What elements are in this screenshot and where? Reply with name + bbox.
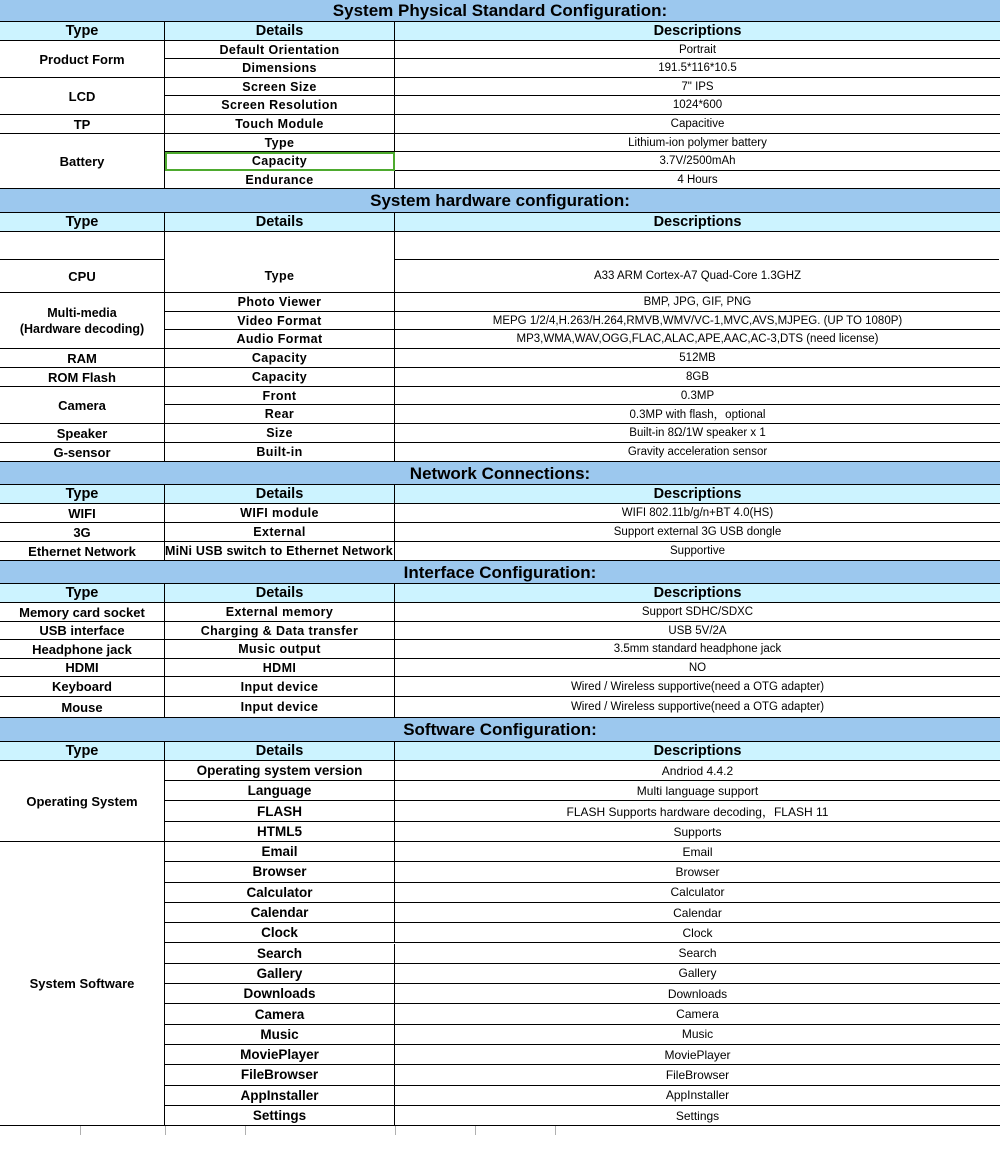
detail-app-name: Calendar [165, 903, 395, 923]
detail-hdmi: HDMI [165, 659, 395, 677]
header-details: Details [165, 213, 395, 232]
header-details: Details [165, 485, 395, 504]
table-row [0, 134, 1000, 152]
table-row [0, 59, 1000, 78]
detail-app-name: Calculator [165, 883, 395, 903]
table-row-empty [0, 232, 1000, 260]
header-details: Details [165, 22, 395, 41]
table-header [0, 584, 1000, 603]
detail-app-name: Gallery [165, 964, 395, 984]
table-row [0, 1106, 1000, 1126]
desc-app: Music [395, 1025, 1000, 1045]
header-details: Details [165, 584, 395, 603]
table-row [0, 424, 1000, 443]
table-row [0, 152, 1000, 171]
desc-app: Email [395, 842, 1000, 862]
header-details: Details [165, 742, 395, 761]
grid-tick [395, 1126, 396, 1135]
table-row [0, 293, 1000, 312]
table-row [0, 523, 1000, 542]
desc-app: Search [395, 944, 1000, 964]
table-row [0, 677, 1000, 697]
detail-app-name: Browser [165, 862, 395, 882]
table-row [0, 984, 1000, 1004]
table-row [0, 1045, 1000, 1065]
row-type-memory-card: Memory card socket [0, 603, 165, 622]
row-type-operating-system: Operating System [0, 761, 165, 842]
section-title-hardware: System hardware configuration: [0, 189, 1000, 213]
row-type-battery: Battery [0, 134, 165, 189]
desc-rear: 0.3MP with flash，optional [395, 405, 1000, 424]
desc-mouse: Wired / Wireless supportive(need a OTG adapter) [395, 697, 1000, 718]
detail-music-output: Music output [165, 640, 395, 659]
table-row [0, 659, 1000, 677]
header-type: Type [0, 742, 165, 761]
desc-memory: Support SDHC/SDXC [395, 603, 1000, 622]
multimedia-label: Multi-media [47, 305, 117, 320]
table-row [0, 761, 1000, 781]
grid-tick [245, 1126, 246, 1135]
table-row [0, 603, 1000, 622]
detail-flash: FLASH [165, 801, 395, 822]
desc-app: Settings [395, 1106, 1000, 1126]
detail-screen-resolution: Screen Resolution [165, 96, 395, 115]
desc-orientation: Portrait [395, 41, 1000, 59]
desc-app: MoviePlayer [395, 1045, 1000, 1065]
table-row [0, 330, 1000, 349]
empty-cell [394, 232, 999, 260]
detail-ethernet: MiNi USB switch to Ethernet Network [165, 542, 395, 561]
header-descriptions: Descriptions [395, 742, 1000, 761]
desc-ethernet: Supportive [395, 542, 1000, 561]
desc-speaker: Built-in 8Ω/1W speaker x 1 [395, 424, 1000, 443]
desc-screen-size: 7" IPS [395, 78, 1000, 96]
detail-input-device: Input device [165, 677, 395, 697]
desc-app: Browser [395, 862, 1000, 882]
desc-cpu: A33 ARM Cortex-A7 Quad-Core 1.3GHZ [395, 260, 1000, 293]
grid-tick [555, 1126, 556, 1135]
detail-external-memory: External memory [165, 603, 395, 622]
detail-touch-module: Touch Module [165, 115, 395, 134]
detail-app-name: Downloads [165, 984, 395, 1004]
desc-capacity: 3.7V/2500mAh [395, 152, 1000, 171]
desc-app: AppInstaller [395, 1086, 1000, 1106]
table-row [0, 312, 1000, 330]
table-row [0, 349, 1000, 368]
row-type-system-software: System Software [0, 842, 165, 1126]
desc-app: Camera [395, 1004, 1000, 1024]
table-row [0, 883, 1000, 903]
row-type-mouse: Mouse [0, 697, 165, 718]
table-row [0, 862, 1000, 882]
table-row [0, 1086, 1000, 1106]
table-row [0, 781, 1000, 801]
detail-os-version: Operating system version [165, 761, 395, 781]
table-row [0, 78, 1000, 96]
detail-battery-type: Type [165, 134, 395, 152]
table-row [0, 41, 1000, 59]
table-row [0, 944, 1000, 964]
detail-wifi-module: WIFI module [165, 504, 395, 523]
desc-app: Gallery [395, 964, 1000, 984]
row-type-product-form: Product Form [0, 41, 165, 78]
detail-front: Front [165, 387, 395, 405]
row-type-usb: USB interface [0, 622, 165, 640]
row-type-speaker: Speaker [0, 424, 165, 443]
detail-photo-viewer: Photo Viewer [165, 293, 395, 312]
header-descriptions: Descriptions [395, 213, 1000, 232]
detail-language: Language [165, 781, 395, 801]
desc-app: Calendar [395, 903, 1000, 923]
desc-3g: Support external 3G USB dongle [395, 523, 1000, 542]
table-row [0, 903, 1000, 923]
desc-photo-viewer: BMP, JPG, GIF, PNG [395, 293, 1000, 312]
detail-rear: Rear [165, 405, 395, 424]
row-type-ram: RAM [0, 349, 165, 368]
desc-rom: 8GB [395, 368, 1000, 387]
header-descriptions: Descriptions [395, 584, 1000, 603]
desc-ram: 512MB [395, 349, 1000, 368]
desc-app: Downloads [395, 984, 1000, 1004]
desc-video-format: MEPG 1/2/4,H.263/H.264,RMVB,WMV/VC-1,MVC,AVS,MJPEG. (UP TO 1080P) [395, 312, 1000, 330]
desc-html5: Supports [395, 822, 1000, 842]
desc-screen-resolution: 1024*600 [395, 96, 1000, 115]
desc-headphone: 3.5mm standard headphone jack [395, 640, 1000, 659]
header-type: Type [0, 485, 165, 504]
table-row [0, 964, 1000, 984]
row-type-tp: TP [0, 115, 165, 134]
detail-audio-format: Audio Format [165, 330, 395, 349]
header-descriptions: Descriptions [395, 485, 1000, 504]
detail-charging: Charging & Data transfer [165, 622, 395, 640]
row-type-rom: ROM Flash [0, 368, 165, 387]
desc-app: FileBrowser [395, 1065, 1000, 1085]
header-type: Type [0, 22, 165, 41]
table-row [0, 115, 1000, 134]
desc-language: Multi language support [395, 781, 1000, 801]
detail-input-device: Input device [165, 697, 395, 718]
detail-app-name: AppInstaller [165, 1086, 395, 1106]
detail-cpu-type: Type [165, 260, 395, 293]
table-row [0, 1025, 1000, 1045]
grid-tick [475, 1126, 476, 1135]
detail-app-name: Search [165, 944, 395, 964]
desc-touch-module: Capacitive [395, 115, 1000, 134]
row-type-wifi: WIFI [0, 504, 165, 523]
table-header [0, 22, 1000, 41]
table-row [0, 260, 1000, 293]
table-row [0, 443, 1000, 462]
table-row [0, 368, 1000, 387]
desc-app: Calculator [395, 883, 1000, 903]
table-row [0, 640, 1000, 659]
detail-external: External [165, 523, 395, 542]
detail-app-name: MoviePlayer [165, 1045, 395, 1065]
empty-cell [165, 232, 395, 260]
row-type-keyboard: Keyboard [0, 677, 165, 697]
table-row [0, 923, 1000, 943]
row-type-gsensor: G-sensor [0, 443, 165, 462]
detail-html5: HTML5 [165, 822, 395, 842]
grid-tick [165, 1126, 166, 1135]
table-header [0, 485, 1000, 504]
table-row [0, 542, 1000, 561]
desc-battery-type: Lithium-ion polymer battery [395, 134, 1000, 152]
desc-dimensions: 191.5*116*10.5 [395, 59, 1000, 78]
desc-flash: FLASH Supports hardware decoding，FLASH 11 [395, 801, 1000, 822]
multimedia-sublabel: (Hardware decoding) [19, 321, 145, 336]
detail-app-name: Clock [165, 923, 395, 943]
header-type: Type [0, 213, 165, 232]
table-row [0, 405, 1000, 424]
section-title-interface: Interface Configuration: [0, 561, 1000, 584]
detail-speaker-size: Size [165, 424, 395, 443]
table-row [0, 1004, 1000, 1024]
desc-hdmi: NO [395, 659, 1000, 677]
detail-builtin: Built-in [165, 443, 395, 462]
table-row [0, 622, 1000, 640]
desc-wifi: WIFI 802.11b/g/n+BT 4.0(HS) [395, 504, 1000, 523]
grid-tick [80, 1126, 81, 1135]
detail-endurance: Endurance [165, 171, 395, 189]
empty-cell [0, 232, 165, 260]
row-type-hdmi: HDMI [0, 659, 165, 677]
header-type: Type [0, 584, 165, 603]
desc-app: Clock [395, 923, 1000, 943]
desc-endurance: 4 Hours [395, 171, 1000, 189]
detail-rom-capacity: Capacity [165, 368, 395, 387]
section-title-physical: System Physical Standard Configuration: [0, 0, 1000, 22]
header-descriptions: Descriptions [395, 22, 1000, 41]
table-row [0, 697, 1000, 718]
table-row [0, 1065, 1000, 1085]
detail-screen-size: Screen Size [165, 78, 395, 96]
table-header [0, 213, 1000, 232]
section-title-software: Software Configuration: [0, 718, 1000, 742]
row-type-3g: 3G [0, 523, 165, 542]
table-row [0, 801, 1000, 822]
detail-app-name: Email [165, 842, 395, 862]
desc-keyboard: Wired / Wireless supportive(need a OTG adapter) [395, 677, 1000, 697]
detail-ram-capacity: Capacity [165, 349, 395, 368]
table-row [0, 171, 1000, 189]
table-row [0, 842, 1000, 862]
detail-capacity-selected-cell[interactable]: Capacity [165, 152, 395, 171]
detail-app-name: Camera [165, 1004, 395, 1024]
desc-front: 0.3MP [395, 387, 1000, 405]
table-header [0, 742, 1000, 761]
section-title-network: Network Connections: [0, 462, 1000, 485]
desc-audio-format: MP3,WMA,WAV,OGG,FLAC,ALAC,APE,AAC,AC-3,DTS (need license) [395, 330, 1000, 349]
detail-app-name: Settings [165, 1106, 395, 1126]
table-row [0, 387, 1000, 405]
table-row [0, 822, 1000, 842]
detail-app-name: Music [165, 1025, 395, 1045]
row-type-ethernet: Ethernet Network [0, 542, 165, 561]
desc-os-version: Andriod 4.4.2 [395, 761, 1000, 781]
detail-app-name: FileBrowser [165, 1065, 395, 1085]
table-row [0, 504, 1000, 523]
table-row [0, 96, 1000, 115]
row-type-lcd: LCD [0, 78, 165, 115]
row-type-cpu: CPU [0, 260, 165, 293]
detail-default-orientation: Default Orientation [165, 41, 395, 59]
row-type-headphone: Headphone jack [0, 640, 165, 659]
detail-dimensions: Dimensions [165, 59, 395, 78]
detail-video-format: Video Format [165, 312, 395, 330]
desc-usb: USB 5V/2A [395, 622, 1000, 640]
desc-gsensor: Gravity acceleration sensor [395, 443, 1000, 462]
row-type-camera: Camera [0, 387, 165, 424]
